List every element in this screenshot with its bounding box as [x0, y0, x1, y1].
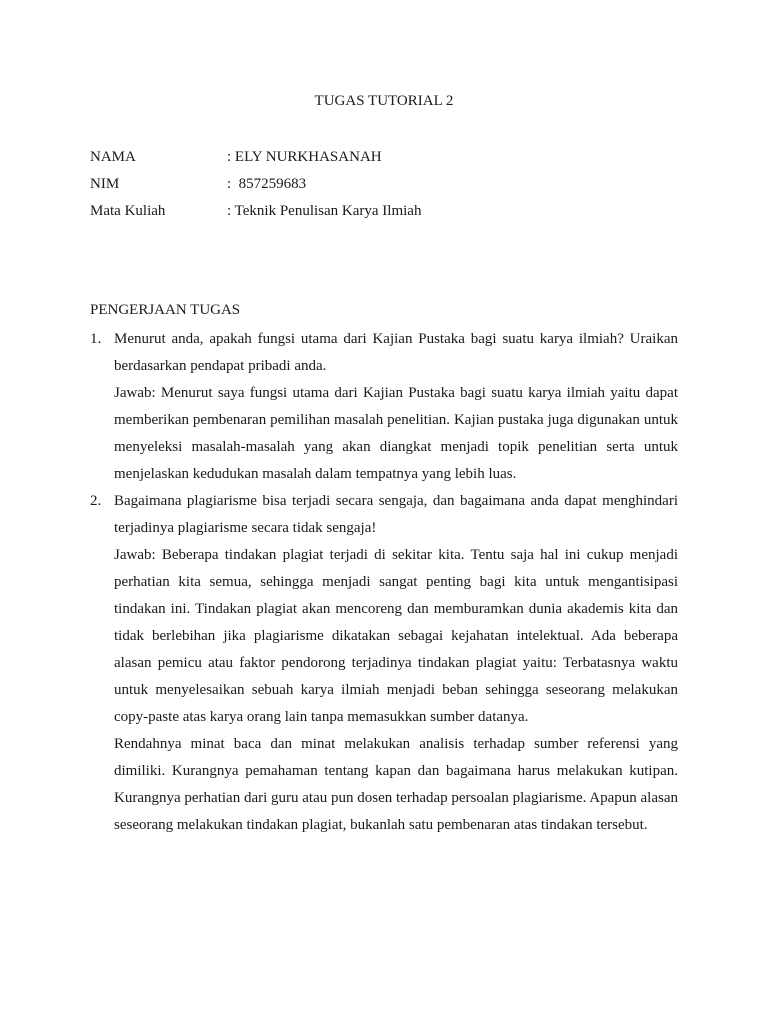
meta-value: : Teknik Penulisan Karya Ilmiah	[227, 203, 422, 219]
answer-paragraph: Jawab: Menurut saya fungsi utama dari Kajian Pustaka bagi suatu karya ilmiah yaitu dapat memberikan pembenaran pemilihan masalah penelitian. Kajian pustaka juga digunakan untuk menyeleksi masalah-masalah yang akan diangkat menjadi topik penelitian serta untuk menjelaskan kedudukan masalah dalam tempatnya yang lebih luas.	[114, 385, 678, 482]
answer-paragraph: Jawab: Beberapa tindakan plagiat terjadi di sekitar kita. Tentu saja hal ini cukup menjadi perhatian kita semua, sehingga menjadi sangat penting bagi kita untuk mengantisipasi tindakan ini. Tindakan plagiat akan mencoreng dan memburamkan dunia akademis kita dan tidak berlebihan jika plagiarisme dikatakan sebagai kejahatan intelektual. Ada beberapa alasan pemicu atau faktor pendorong terjadinya tindakan plagiat yaitu: Terbatasnya waktu untuk menyelesaikan sebuah karya ilmiah menjadi beban sehingga seseorang melakukan copy-paste atas karya orang lain tanpa memasukkan sumber datanya.	[114, 547, 678, 725]
meta-label: Mata Kuliah	[90, 203, 166, 219]
list-item	[90, 488, 678, 839]
question-text: Bagaimana plagiarisme bisa terjadi secara sengaja, dan bagaimana anda dapat menghindari terjadinya plagiarisme secara tidak sengaja!	[114, 493, 678, 536]
document-title: TUGAS TUTORIAL 2	[314, 93, 454, 109]
meta-value: : ELY NURKHASANAH	[227, 149, 382, 165]
meta-label: NIM	[90, 176, 120, 192]
item-number: 2.	[90, 493, 102, 509]
list-item	[90, 326, 678, 488]
section-title: PENGERJAAN TUGAS	[90, 302, 241, 318]
item-number: 1.	[90, 331, 102, 347]
task-list	[90, 326, 678, 839]
meta-label: NAMA	[90, 149, 136, 165]
meta-value: : 857259683	[227, 176, 307, 192]
question-text: Menurut anda, apakah fungsi utama dari Kajian Pustaka bagi suatu karya ilmiah? Uraikan berdasarkan pendapat pribadi anda.	[114, 331, 678, 374]
answer-paragraph: Rendahnya minat baca dan minat melakukan analisis terhadap sumber referensi yang dimiliki. Kurangnya pemahaman tentang kapan dan bagaimana harus melakukan kutipan. Kurangnya perhatian dari guru atau pun dosen terhadap persoalan plagiarisme. Apapun alasan seseorang melakukan tindakan plagiat, bukanlah satu pembenaran atas tindakan tersebut.	[114, 736, 678, 833]
